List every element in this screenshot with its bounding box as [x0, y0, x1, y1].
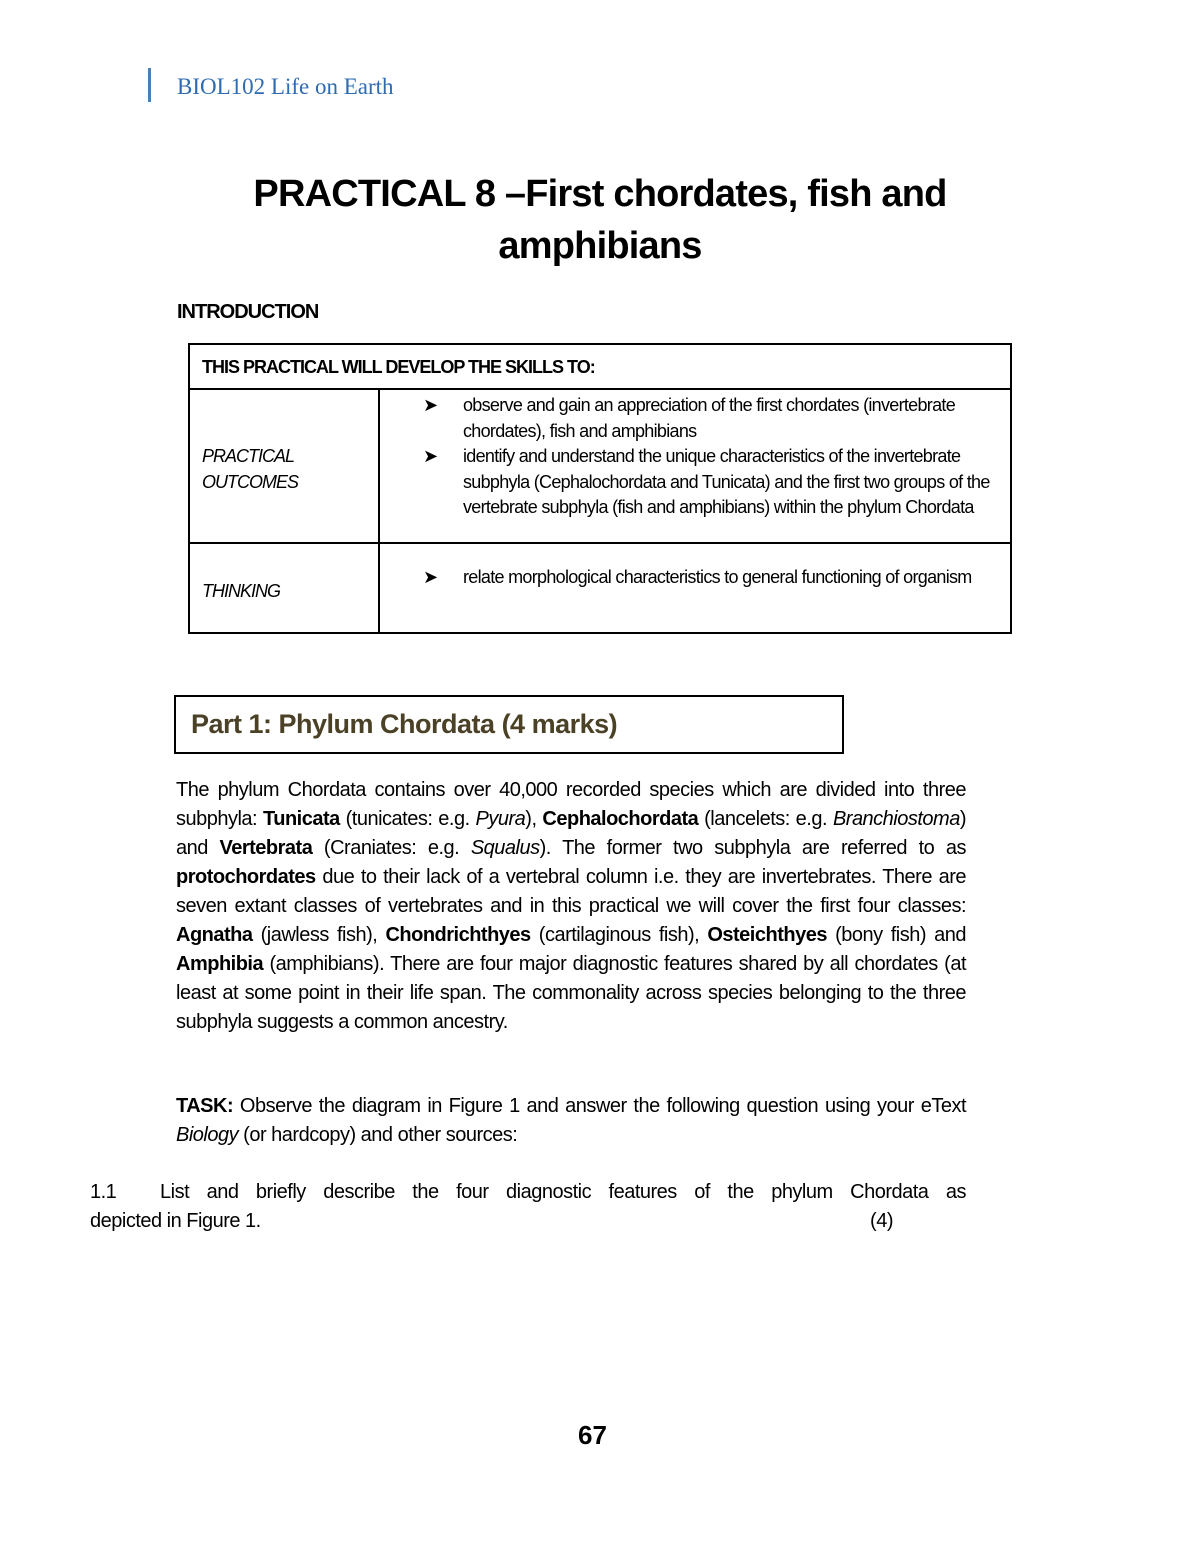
question-1-1-line-1: 1.1 List and briefly describe the four diagnostic features of the phylum Chordata as	[90, 1178, 966, 1207]
row-label-practical-outcomes	[202, 443, 298, 495]
table-column-divider	[378, 390, 380, 634]
row-label-line-1: THINKING	[202, 581, 281, 601]
row-label-thinking	[202, 578, 280, 604]
page-title	[200, 168, 1000, 272]
list-item: ➤ identify and understand the unique characteristics of the invertebrate subphyla (Cephalochordata and Tunicata) and the first two groups of the vertebrate subphyla (fish and amphibians) within the phylum Chordata	[423, 446, 990, 517]
table-row-divider	[190, 542, 1010, 544]
arrow-bullet-icon: ➤	[423, 446, 438, 466]
thinking-list	[423, 565, 1003, 591]
list-item: ➤ observe and gain an appreciation of the first chordates (invertebrate chordates), fish and amphibians	[423, 395, 956, 441]
arrow-bullet-icon: ➤	[423, 567, 438, 587]
page-title-line-1: PRACTICAL 8 –First chordates, fish and	[253, 173, 947, 215]
skills-table-heading: THIS PRACTICAL WILL DEVELOP THE SKILLS TO:	[190, 345, 1010, 390]
row-label-line-1: PRACTICAL	[202, 446, 295, 466]
chordata-paragraph: The phylum Chordata contains over 40,000 recorded species which are divided into three subphyla: Tunicata (tunicates: e.g. Pyura), Cephalochordata (lancelets: e.g. Branchiostoma) and Vertebrata (Craniates: e.g. Squalus). The former two subphyla are referred to as protochordates due to their lack of a vertebral column i.e. they are invertebrates. There are seven extant classes of vertebrates and in this practical we will cover the first four classes: Agnatha (jawless fish), Chondrichthyes (cartilaginous fish), Osteichthyes (bony fish) and Amphibia (amphibians). There are four major diagnostic features shared by all chordates (at least at some point in their life span. The commonality across species belonging to the three subphyla suggests a common ancestry.	[176, 779, 967, 1033]
page-number: 67	[578, 1420, 607, 1450]
list-item: ➤ relate morphological characteristics to general functioning of organism	[423, 565, 1003, 591]
question-marks: (4)	[870, 1210, 893, 1232]
outcomes-list	[423, 393, 1003, 521]
task-paragraph: TASK: Observe the diagram in Figure 1 and answer the following question using your eText Biology (or hardcopy) and other sources:	[176, 1095, 966, 1146]
course-title: BIOL102 Life on Earth	[177, 74, 394, 99]
arrow-bullet-icon: ➤	[423, 395, 438, 415]
running-header	[148, 68, 394, 102]
introduction-heading: INTRODUCTION	[177, 301, 319, 323]
question-1-1-line-2: depicted in Figure 1. (4)	[90, 1207, 966, 1236]
skills-table	[188, 343, 1012, 634]
row-label-line-2: OUTCOMES	[202, 472, 299, 492]
question-number: 1.1	[90, 1181, 117, 1203]
page-title-line-2: amphibians	[498, 225, 702, 267]
part-1-heading: Part 1: Phylum Chordata (4 marks)	[174, 695, 844, 754]
